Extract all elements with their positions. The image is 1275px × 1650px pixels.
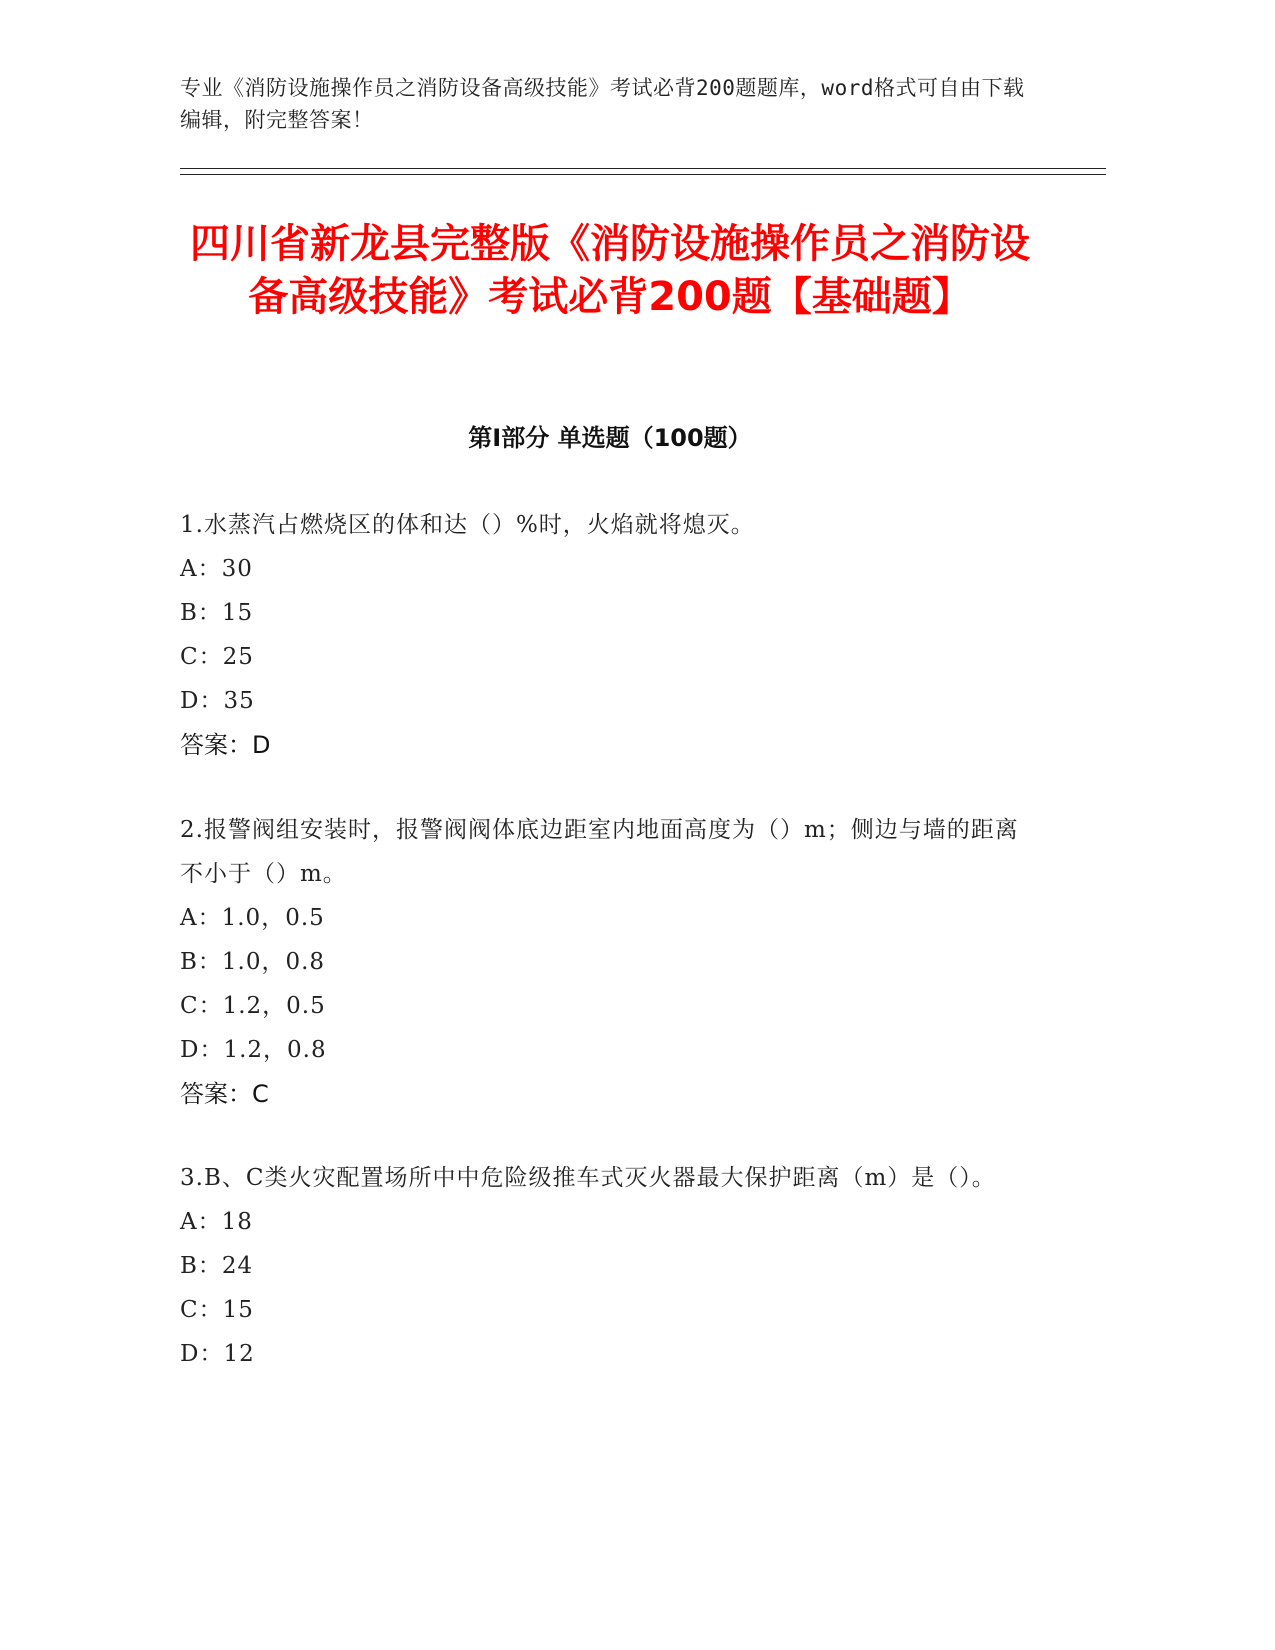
question-2 — [180, 808, 1040, 1116]
question-stem: 3.B、C类火灾配置场所中中危险级推车式灭火器最大保护距离（m）是（）。 — [180, 1165, 996, 1191]
option-c: C：25 — [180, 644, 254, 670]
option-a: A：18 — [180, 1209, 253, 1235]
section-title: 第I部分 单选题（100题） — [468, 424, 752, 452]
question-1 — [180, 503, 1040, 767]
option-c: C：15 — [180, 1297, 254, 1323]
question-stem: 2.报警阀组安装时，报警阀阀体底边距室内地面高度为（）m；侧边与墙的距离不小于（）m。 — [180, 817, 1019, 887]
document-title: 四川省新龙县完整版《消防设施操作员之消防设备高级技能》考试必背200题【基础题】 — [190, 221, 1030, 320]
header-rule-bottom — [180, 174, 1106, 175]
option-d: D：12 — [180, 1341, 255, 1367]
option-a: A：30 — [180, 556, 253, 582]
option-a: A：1.0，0.5 — [180, 905, 325, 931]
answer: 答案：D — [180, 731, 271, 759]
option-b: B：15 — [180, 600, 254, 626]
option-d: D：35 — [180, 688, 255, 714]
option-c: C：1.2，0.5 — [180, 993, 326, 1019]
question-3 — [180, 1156, 1040, 1376]
header-rule-top — [180, 168, 1106, 169]
option-d: D：1.2，0.8 — [180, 1037, 327, 1063]
header-note: 专业《消防设施操作员之消防设备高级技能》考试必背200题题库，word格式可自由下载编辑，附完整答案！ — [180, 76, 1025, 132]
option-b: B：24 — [180, 1253, 254, 1279]
option-b: B：1.0，0.8 — [180, 949, 326, 975]
answer: 答案：C — [180, 1080, 269, 1108]
question-stem: 1.水蒸汽占燃烧区的体和达（）%时，火焰就将熄灭。 — [180, 512, 755, 538]
